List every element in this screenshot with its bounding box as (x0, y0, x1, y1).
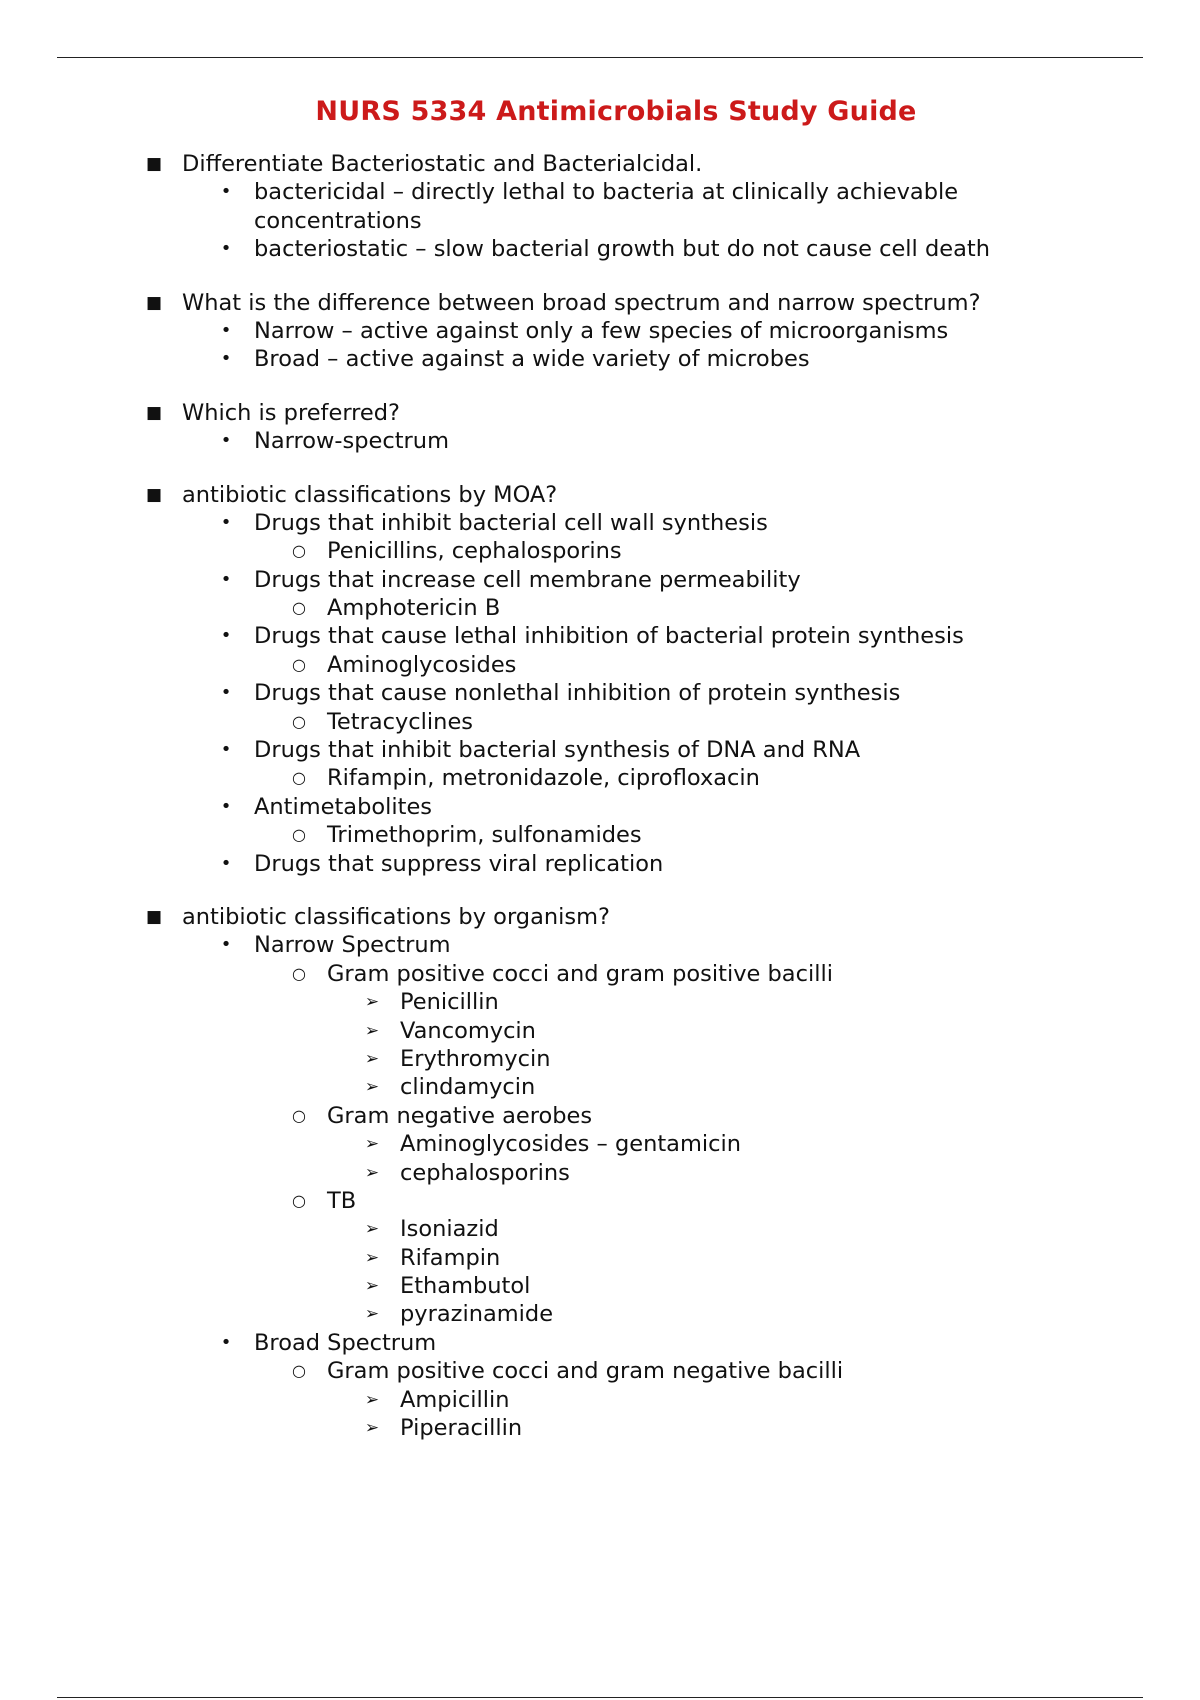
drug-text: Ampicillin (400, 1386, 510, 1413)
organism-group-item (0, 1187, 1200, 1215)
question-classification-by-organism (0, 903, 1200, 931)
square-bullet-icon: ■ (145, 906, 163, 927)
round-bullet-icon: • (220, 739, 232, 761)
round-bullet-icon: • (220, 430, 232, 452)
arrow-bullet-icon: ➢ (364, 992, 380, 1013)
square-bullet-icon: ■ (145, 484, 163, 505)
moa-example-text: Penicillins, cephalosporins (327, 538, 622, 565)
round-bullet-icon: • (220, 795, 232, 817)
drug-item (0, 1215, 1200, 1243)
drug-item (0, 1045, 1200, 1073)
round-bullet-icon: • (220, 181, 232, 203)
square-bullet-icon: ■ (145, 154, 163, 174)
circle-bullet-icon: ○ (292, 1105, 306, 1125)
drug-item (0, 1300, 1200, 1328)
round-bullet-icon: • (220, 319, 232, 341)
answer-text: concentrations (254, 207, 422, 234)
moa-example-item (0, 764, 1200, 792)
question-classification-by-moa (0, 481, 1200, 509)
question-text: What is the difference between broad spectrum and narrow spectrum? (182, 289, 981, 316)
moa-class-text: Drugs that cause nonlethal inhibition of protein synthesis (254, 680, 901, 707)
drug-item (0, 1073, 1200, 1101)
moa-example-item (0, 537, 1200, 565)
drug-item (0, 1272, 1200, 1300)
moa-class-item (0, 622, 1200, 650)
answer-item (0, 427, 1200, 455)
arrow-bullet-icon: ➢ (364, 1389, 380, 1410)
drug-text: Ethambutol (400, 1273, 531, 1300)
answer-text: bacteriostatic – slow bacterial growth but do not cause cell death (254, 236, 990, 263)
section-gap (0, 264, 1200, 289)
square-bullet-icon: ■ (145, 402, 163, 423)
circle-bullet-icon: ○ (292, 825, 306, 845)
drug-item (0, 1244, 1200, 1272)
circle-bullet-icon: ○ (292, 541, 306, 561)
circle-bullet-icon: ○ (292, 1190, 306, 1210)
round-bullet-icon: • (220, 625, 232, 647)
arrow-bullet-icon: ➢ (364, 1134, 380, 1155)
question-text: Differentiate Bacteriostatic and Bacterialcidal. (182, 151, 703, 177)
question-which-preferred (0, 399, 1200, 427)
round-bullet-icon: • (220, 1331, 232, 1353)
drug-item (0, 1017, 1200, 1045)
round-bullet-icon: • (220, 852, 232, 874)
drug-text: Piperacillin (400, 1415, 523, 1442)
moa-example-text: Trimethoprim, sulfonamides (327, 822, 642, 849)
round-bullet-icon: • (220, 934, 232, 956)
circle-bullet-icon: ○ (292, 963, 306, 983)
moa-example-item (0, 594, 1200, 622)
moa-class-text: Antimetabolites (254, 793, 433, 820)
moa-example-item (0, 651, 1200, 679)
question-text: antibiotic classifications by MOA? (182, 481, 558, 508)
circle-bullet-icon: ○ (292, 1361, 306, 1381)
circle-bullet-icon: ○ (292, 598, 306, 618)
question-broad-vs-narrow (0, 289, 1200, 317)
drug-item (0, 1130, 1200, 1158)
round-bullet-icon: • (220, 511, 232, 533)
question-text: Which is preferred? (182, 399, 400, 426)
organism-group-item (0, 1357, 1200, 1385)
drug-item (0, 1386, 1200, 1414)
drug-item (0, 1159, 1200, 1187)
moa-class-item (0, 793, 1200, 821)
square-bullet-icon: ■ (145, 292, 163, 313)
bottom-rule (57, 1697, 1143, 1698)
round-bullet-icon: • (220, 568, 232, 590)
circle-bullet-icon: ○ (292, 654, 306, 674)
drug-text: Rifampin (400, 1244, 501, 1271)
arrow-bullet-icon: ➢ (364, 1162, 380, 1183)
organism-group-item (0, 1102, 1200, 1130)
circle-bullet-icon: ○ (292, 768, 306, 788)
answer-text: Narrow – active against only a few species of microorganisms (254, 317, 949, 344)
arrow-bullet-icon: ➢ (364, 1219, 380, 1240)
arrow-bullet-icon: ➢ (364, 1418, 380, 1439)
moa-example-text: Aminoglycosides (327, 651, 517, 678)
arrow-bullet-icon: ➢ (364, 1077, 380, 1098)
drug-text: clindamycin (400, 1074, 536, 1101)
drug-text: Erythromycin (400, 1045, 551, 1072)
drug-item (0, 988, 1200, 1016)
drug-text: Penicillin (400, 989, 499, 1016)
organism-group-text: Gram positive cocci and gram positive bacilli (327, 960, 833, 987)
moa-class-text: Drugs that cause lethal inhibition of bacterial protein synthesis (254, 623, 964, 650)
organism-group-text: Gram negative aerobes (327, 1102, 593, 1129)
drug-item (0, 1414, 1200, 1442)
answer-item (0, 235, 1200, 263)
moa-class-item (0, 509, 1200, 537)
spectrum-group-text: Narrow Spectrum (254, 932, 451, 959)
section-gap (0, 878, 1200, 903)
section-gap (0, 374, 1200, 399)
arrow-bullet-icon: ➢ (364, 1020, 380, 1041)
answer-text: Narrow-spectrum (254, 428, 449, 455)
moa-class-item (0, 736, 1200, 764)
spectrum-group-item (0, 931, 1200, 959)
answer-item (0, 178, 1200, 206)
moa-class-item (0, 679, 1200, 707)
moa-class-item (0, 850, 1200, 878)
moa-class-text: Drugs that inhibit bacterial cell wall synthesis (254, 509, 768, 536)
section-gap (0, 456, 1200, 481)
answer-item (0, 345, 1200, 373)
drug-text: pyrazinamide (400, 1301, 554, 1328)
moa-example-item (0, 821, 1200, 849)
organism-group-text: Gram positive cocci and gram negative bacilli (327, 1358, 844, 1385)
arrow-bullet-icon: ➢ (364, 1247, 380, 1268)
spectrum-group-item (0, 1329, 1200, 1357)
arrow-bullet-icon: ➢ (364, 1276, 380, 1297)
document-title: NURS 5334 Antimicrobials Study Guide (315, 96, 917, 127)
arrow-bullet-icon: ➢ (364, 1304, 380, 1325)
round-bullet-icon: • (220, 682, 232, 704)
question-text: antibiotic classifications by organism? (182, 903, 610, 930)
moa-example-text: Amphotericin B (327, 595, 501, 622)
drug-text: cephalosporins (400, 1159, 570, 1186)
moa-example-text: Tetracyclines (327, 708, 474, 735)
answer-continuation (0, 207, 1200, 235)
moa-example-item (0, 708, 1200, 736)
question-bacteriostatic-vs-bactericidal (0, 150, 1200, 178)
arrow-bullet-icon: ➢ (364, 1048, 380, 1069)
moa-class-text: Drugs that suppress viral replication (254, 850, 664, 877)
answer-text: bactericidal – directly lethal to bacteria at clinically achievable (254, 179, 959, 206)
round-bullet-icon: • (220, 348, 232, 370)
drug-text: Aminoglycosides – gentamicin (400, 1131, 741, 1158)
organism-group-item (0, 960, 1200, 988)
spectrum-group-text: Broad Spectrum (254, 1329, 437, 1356)
drug-text: Vancomycin (400, 1017, 536, 1044)
moa-class-item (0, 566, 1200, 594)
answer-item (0, 317, 1200, 345)
study-guide-outline (0, 150, 1200, 1442)
circle-bullet-icon: ○ (292, 711, 306, 731)
round-bullet-icon: • (220, 238, 232, 260)
answer-text: Broad – active against a wide variety of microbes (254, 346, 810, 373)
drug-text: Isoniazid (400, 1216, 499, 1243)
moa-example-text: Rifampin, metronidazole, ciprofloxacin (327, 765, 760, 792)
moa-class-text: Drugs that increase cell membrane permeability (254, 566, 801, 593)
organism-group-text: TB (327, 1187, 357, 1214)
top-rule (57, 57, 1143, 58)
moa-class-text: Drugs that inhibit bacterial synthesis of DNA and RNA (254, 737, 861, 764)
